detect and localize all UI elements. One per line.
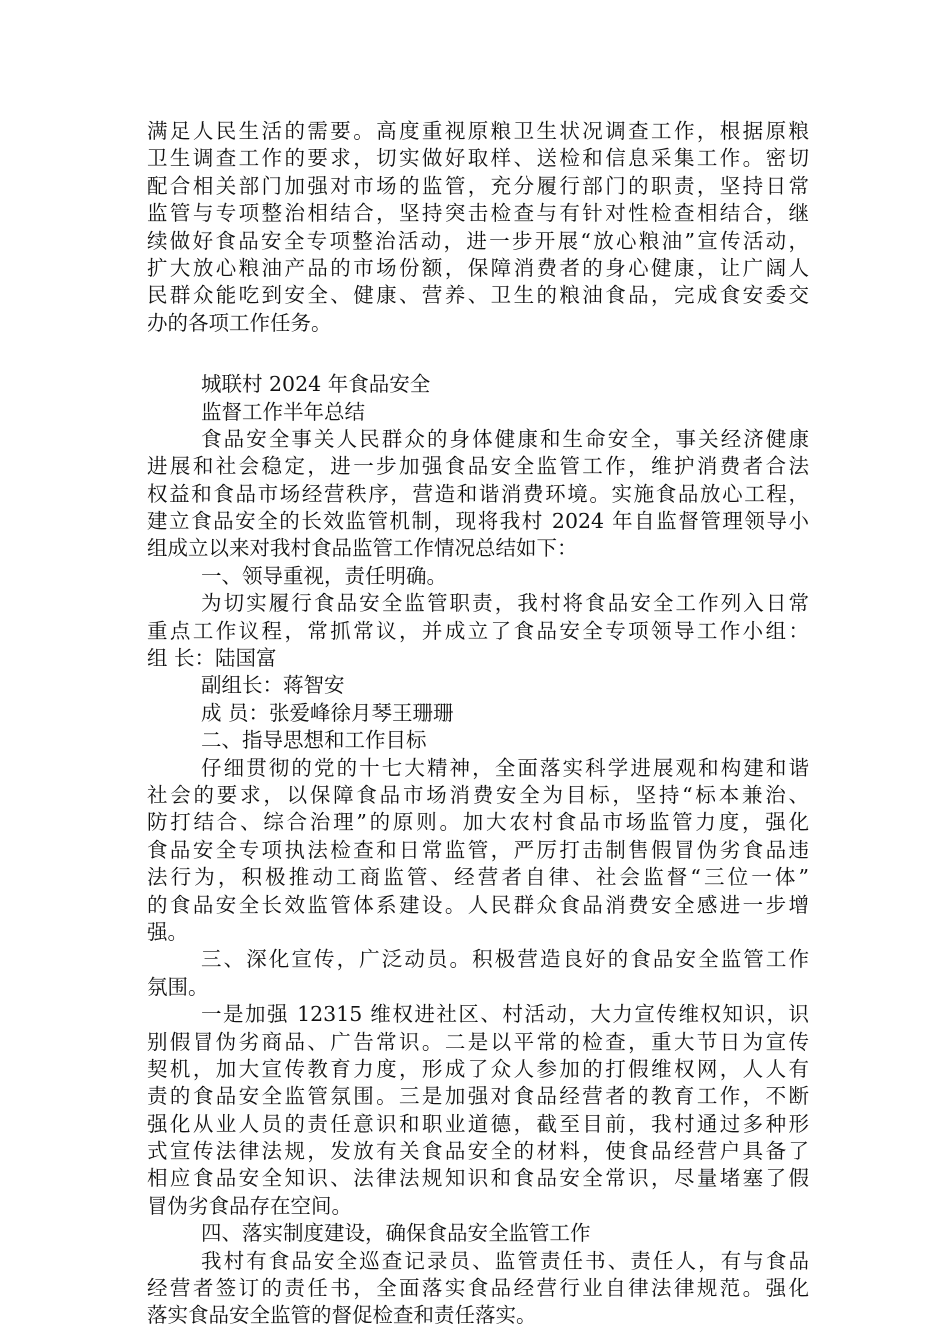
body-line: 冒伪劣食品存在空间。 bbox=[147, 1193, 352, 1218]
body-line: 建立食品安全的长效监管机制，现将我村 2024 年自监督管理领导小 bbox=[147, 509, 809, 534]
body-line: 式宣传法律法规，发放有关食品安全的材料，使食品经营户具备了 bbox=[147, 1139, 809, 1164]
intro-line: 卫生调查工作的要求，切实做好取样、送检和信息采集工作。密切 bbox=[147, 146, 809, 171]
intro-line: 民群众能吃到安全、健康、营养、卫生的粮油食品，完成食安委交 bbox=[147, 283, 809, 308]
document-title bbox=[147, 371, 809, 426]
body-line: 强。 bbox=[147, 919, 188, 944]
body-line: 强化从业人员的责任意识和职业道德，截至目前，我村通过多种形 bbox=[147, 1111, 809, 1136]
body-line: 我村有食品安全巡查记录员、监管责任书、责任人，有与食品 bbox=[201, 1248, 809, 1273]
intro-line: 扩大放心粮油产品的市场份额，保障消费者的身心健康，让广阔人 bbox=[147, 255, 809, 280]
body-line: 进展和社会稳定，进一步加强食品安全监管工作，维护消费者合法 bbox=[147, 454, 809, 479]
body-line: 一、领导重视，责任明确。 bbox=[201, 563, 447, 588]
intro-line: 配合相关部门加强对市场的监管，充分履行部门的职责，坚持日常 bbox=[147, 173, 809, 198]
intro-line: 满足人民生活的需要。高度重视原粮卫生状况调查工作，根据原粮 bbox=[147, 119, 809, 143]
body-line: 的食品安全长效监管体系建设。人民群众食品消费安全感进一步增 bbox=[147, 892, 809, 917]
intro-line: 监管与专项整治相结合，坚持突击检查与有针对性检查相结合，继 bbox=[147, 201, 809, 226]
body-line: 组 长：陆国富 bbox=[147, 646, 277, 671]
body-line: 契机，加大宣传教育力度，形成了众人参加的打假维权网，人人有 bbox=[147, 1056, 809, 1081]
document-page bbox=[147, 118, 809, 1330]
body-line: 二、指导思想和工作目标 bbox=[201, 728, 427, 753]
body-line: 组成立以来对我村食品监管工作情况总结如下： bbox=[147, 536, 578, 561]
body-line: 别假冒伪劣商品、广告常识。二是以平常的检查，重大节日为宣传 bbox=[147, 1029, 809, 1054]
body-line: 法行为，积极推动工商监管、经营者自律、社会监督“三位一体” bbox=[147, 865, 809, 890]
paragraph-gap bbox=[147, 337, 809, 371]
body-line: 一是加强 12315 维权进社区、村活动，大力宣传维权知识，识 bbox=[201, 1002, 809, 1027]
body-line: 三、深化宣传，广泛动员。积极营造良好的食品安全监管工作 bbox=[201, 947, 809, 972]
body-line: 防打结合、综合治理”的原则。加大农村食品市场监管力度，强化 bbox=[147, 810, 809, 835]
body-line: 食品安全专项执法检查和日常监管，严厉打击制售假冒伪劣食品违 bbox=[147, 837, 809, 862]
body-line: 食品安全事关人民群众的身体健康和生命安全，事关经济健康 bbox=[201, 426, 809, 451]
body-text bbox=[147, 426, 809, 1330]
title-line-2: 监督工作半年总结 bbox=[201, 399, 365, 424]
body-line: 落实食品安全监管的督促检查和责任落实。 bbox=[147, 1303, 537, 1328]
body-line: 副组长：蒋智安 bbox=[201, 673, 345, 698]
intro-line: 续做好食品安全专项整治活动，进一步开展“放心粮油”宣传活动， bbox=[147, 228, 809, 253]
body-line: 权益和食品市场经营秩序，营造和谐消费环境。实施食品放心工程， bbox=[147, 481, 809, 506]
body-line: 仔细贯彻的党的十七大精神，全面落实科学进展观和构建和谐 bbox=[201, 755, 809, 780]
body-line: 社会的要求，以保障食品市场消费安全为目标，坚持“标本兼治、 bbox=[147, 782, 809, 807]
body-line: 责的食品安全监管氛围。三是加强对食品经营者的教育工作，不断 bbox=[147, 1084, 809, 1109]
intro-paragraph bbox=[147, 118, 809, 337]
body-line: 成 员：张爱峰徐月琴王珊珊 bbox=[201, 700, 454, 725]
title-line-1: 城联村 2024 年食品安全 bbox=[201, 372, 431, 397]
body-line: 相应食品安全知识、法律法规知识和食品安全常识，尽量堵塞了假 bbox=[147, 1166, 809, 1191]
body-line: 为切实履行食品安全监管职责，我村将食品安全工作列入日常 bbox=[201, 591, 809, 616]
body-line: 经营者签订的责任书，全面落实食品经营行业自律法律规范。强化 bbox=[147, 1276, 809, 1301]
body-line: 重点工作议程，常抓常议，并成立了食品安全专项领导工作小组： bbox=[147, 618, 809, 643]
body-line: 四、落实制度建设，确保食品安全监管工作 bbox=[201, 1221, 591, 1246]
body-line: 氛围。 bbox=[147, 974, 209, 999]
intro-line: 办的各项工作任务。 bbox=[147, 310, 332, 335]
